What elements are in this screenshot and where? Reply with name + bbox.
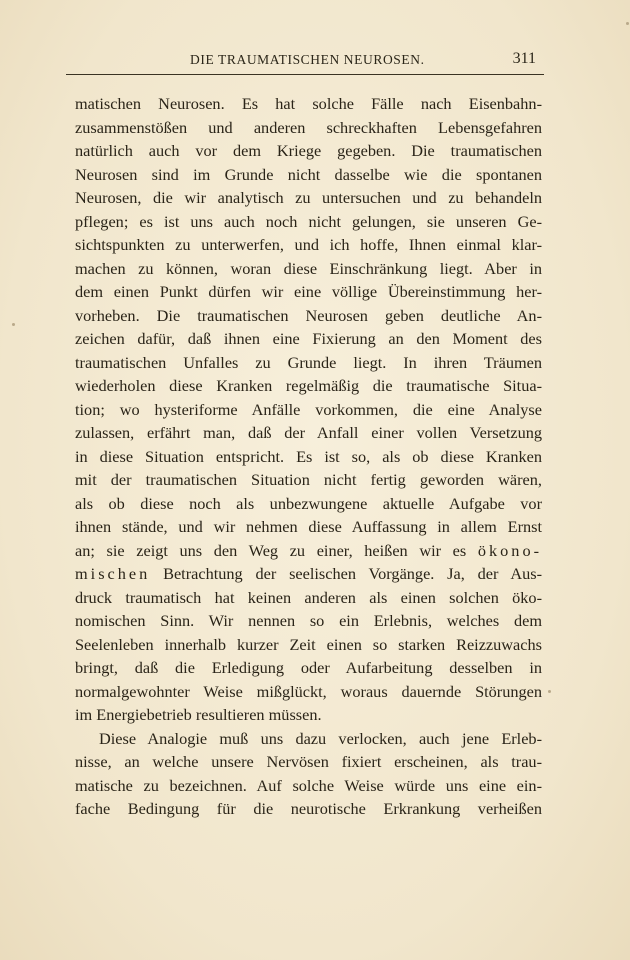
paper-speck xyxy=(12,323,15,326)
text-line: wiederholen diese Kranken regelmäßig die traumatische Situa- xyxy=(75,376,542,395)
text-line-mixed xyxy=(75,539,542,563)
text-line: sichtspunkten zu unterwerfen, und ich hoffe, Ihnen einmal klar- xyxy=(75,235,542,254)
text-line: in diese Situation entspricht. Es ist so, als ob diese Kranken xyxy=(75,446,542,466)
text-line: ihnen stände, und wir nehmen diese Auffassung in allem Ernst xyxy=(75,517,542,536)
text-line: matische zu bezeichnen. Auf solche Weise würde uns eine ein- xyxy=(75,775,542,795)
text-line: machen zu können, woran diese Einschränkung liegt. Aber in xyxy=(75,258,542,278)
body-text xyxy=(75,92,542,821)
text-line: pflegen; es ist uns auch noch nicht gelungen, sie unseren Ge- xyxy=(75,211,542,231)
text-line: nisse, an welche unsere Nervösen fixiert erscheinen, als trau- xyxy=(75,752,542,771)
text-line: mit der traumatischen Situation nicht fertig geworden wären, xyxy=(75,470,542,489)
text-line: Neurosen sind im Grunde nicht dasselbe wie die spontanen xyxy=(75,164,542,184)
text-line: traumatischen Unfalles zu Grunde liegt. In ihren Träumen xyxy=(75,352,542,372)
running-head: DIE TRAUMATISCHEN NEUROSEN. xyxy=(190,52,425,67)
page-header xyxy=(66,50,544,72)
text-segment: Betrachtung der seelischen Vorgänge. Ja, der Aus- xyxy=(150,564,542,583)
text-line: tion; wo hysteriforme Anfälle vorkommen, die eine Analyse xyxy=(75,399,542,419)
text-line: zeichen dafür, daß ihnen eine Fixierung an den Moment des xyxy=(75,329,542,348)
text-line: als ob diese noch als unbezwungene aktuelle Aufgabe vor xyxy=(75,493,542,513)
text-line: druck traumatisch hat keinen anderen als einen solchen öko- xyxy=(75,587,542,607)
text-line: zusammenstößen und anderen schreckhaften Lebensgefahren xyxy=(75,117,542,137)
text-line: Neurosen, die wir analytisch zu untersuchen und zu behandeln xyxy=(75,188,542,207)
text-line: normalgewohnter Weise mißglückt, woraus dauernde Störungen xyxy=(75,681,542,701)
spaced-word: mischen xyxy=(75,564,151,583)
spaced-word: ökono- xyxy=(477,540,542,560)
header-rule xyxy=(66,74,544,75)
page-number: 311 xyxy=(512,50,536,67)
text-line-mixed xyxy=(75,562,542,586)
paper-speck xyxy=(548,690,551,693)
text-line: matischen Neurosen. Es hat solche Fälle nach Eisenbahn- xyxy=(75,94,542,113)
text-segment xyxy=(75,564,542,583)
text-segment: an; sie zeigt uns den Weg zu einer, heißen wir es xyxy=(75,540,467,560)
text-line-paragraph-start: Diese Analogie muß uns dazu verlocken, auch jene Erleb- xyxy=(99,728,542,748)
paper-speck xyxy=(626,22,629,25)
text-line: im Energiebetrieb resultieren müssen. xyxy=(75,705,322,724)
text-line: fache Bedingung für die neurotische Erkrankung verheißen xyxy=(75,799,542,818)
text-line: bringt, daß die Erledigung oder Aufarbeitung desselben in xyxy=(75,658,542,677)
text-line: Seelenleben innerhalb kurzer Zeit einen so starken Reizzuwachs xyxy=(75,634,542,654)
text-line: vorheben. Die traumatischen Neurosen geben deutliche An- xyxy=(75,305,542,325)
text-line: natürlich auch vor dem Kriege gegeben. Die traumatischen xyxy=(75,141,542,160)
text-line: nomischen Sinn. Wir nennen so ein Erlebnis, welches dem xyxy=(75,611,542,630)
text-line: zulassen, erfährt man, daß der Anfall einer vollen Versetzung xyxy=(75,423,542,442)
text-line: dem einen Punkt dürfen wir eine völlige Übereinstimmung her- xyxy=(75,282,542,301)
